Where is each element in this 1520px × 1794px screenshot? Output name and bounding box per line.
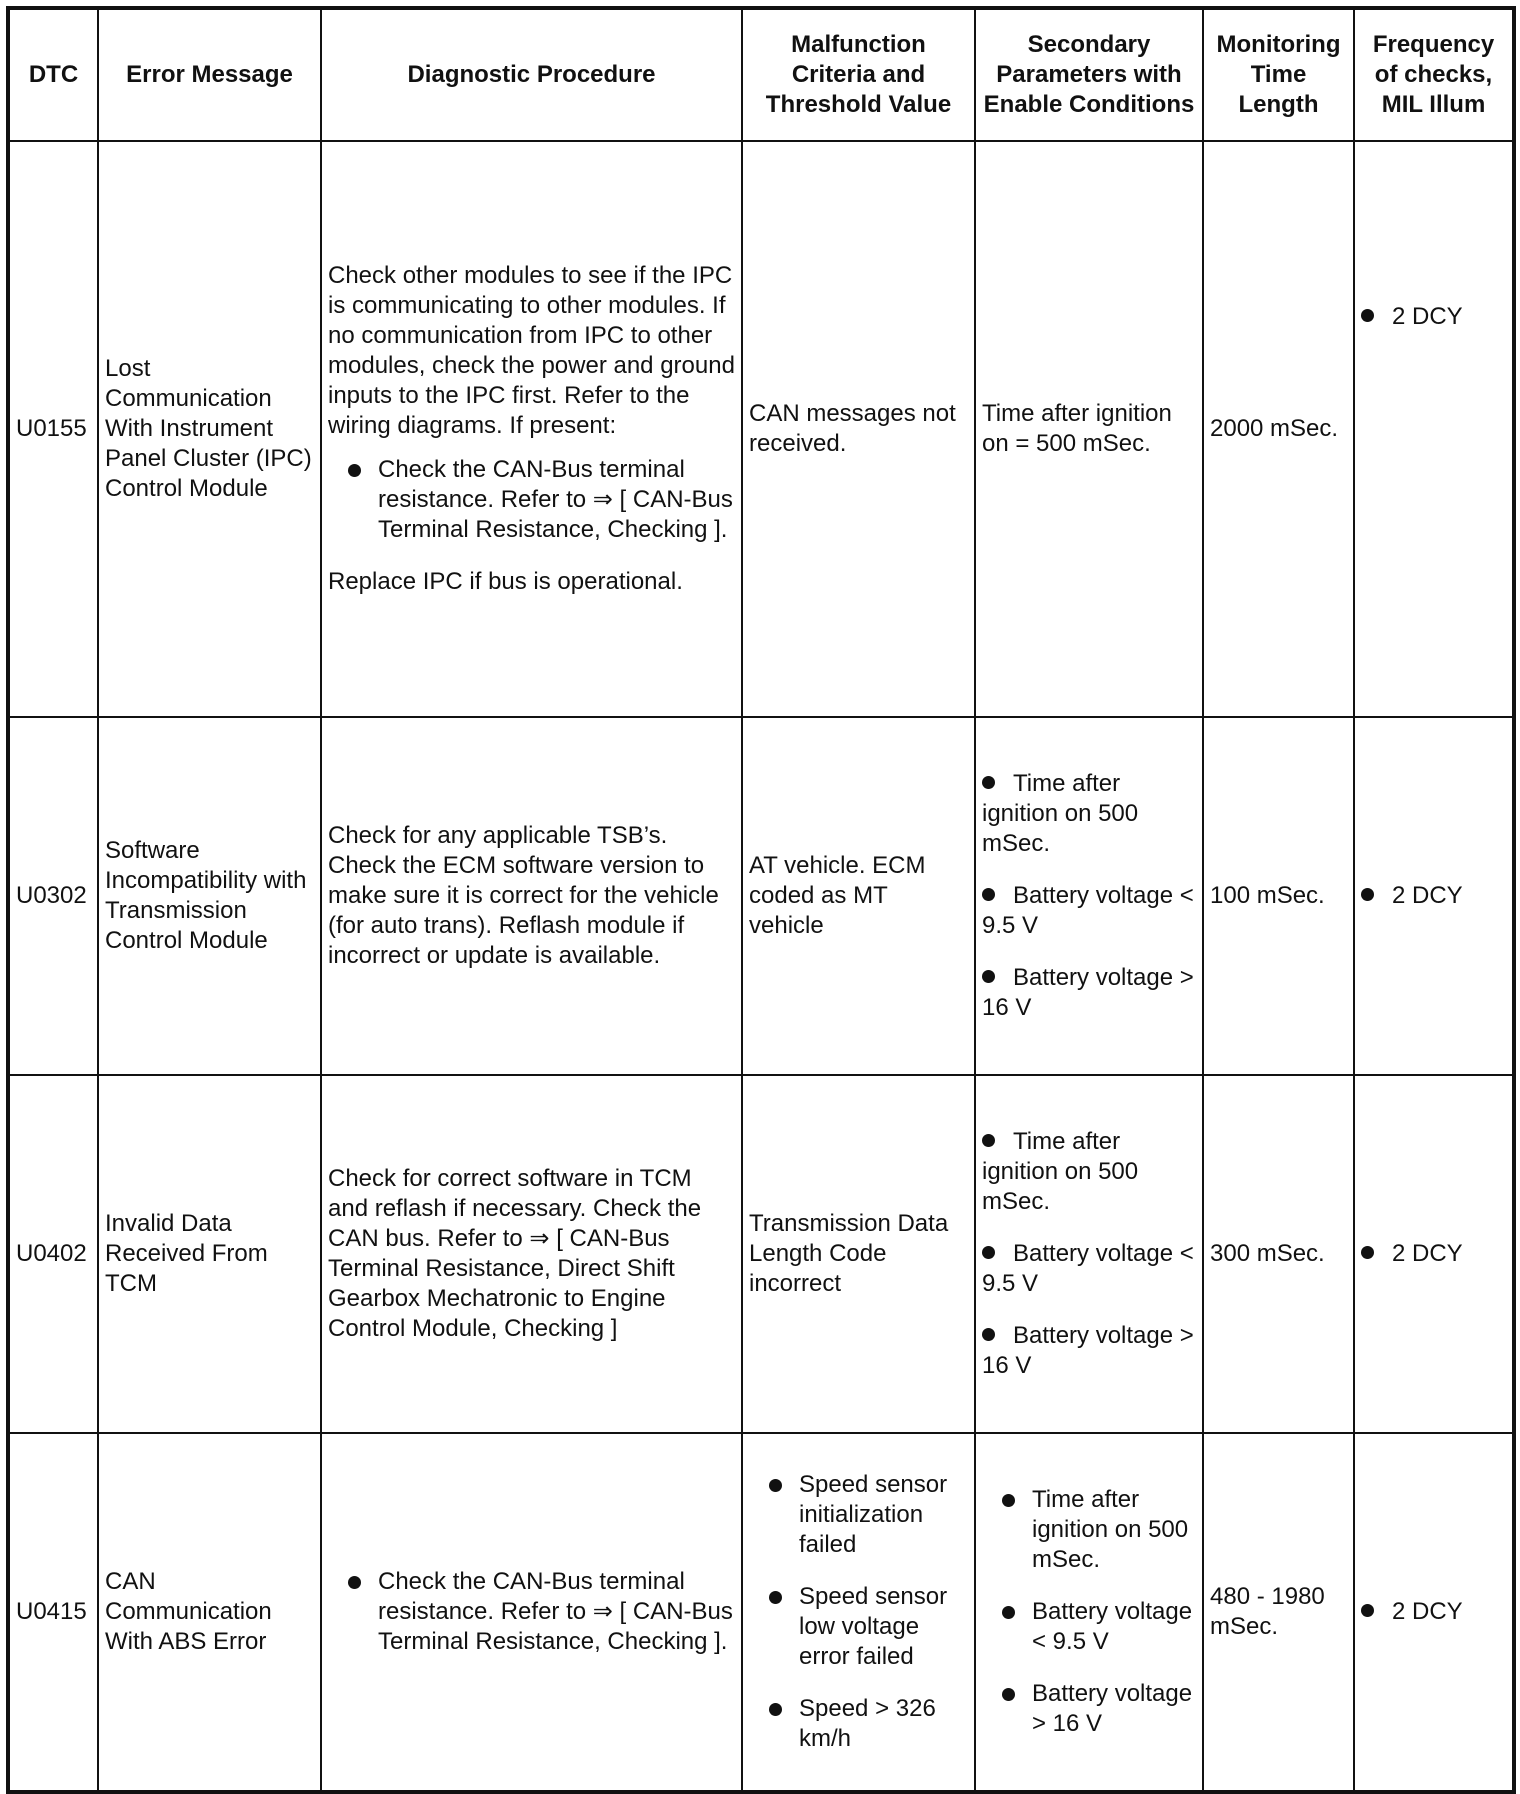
error-message: CAN Communication With ABS Error xyxy=(98,1433,321,1792)
list-item-text: Battery voltage > 16 V xyxy=(1032,1680,1193,1737)
malfunction-criteria xyxy=(742,1433,975,1792)
header-secondary-parameters: Secondary Parameters with Enable Conditions xyxy=(975,8,1203,141)
header-error-message: Error Message xyxy=(98,8,321,141)
diagnostic-procedure: Check for any applicable TSB’s. Check the ECM software version to make sure it is correct for the vehicle (for auto trans). Reflash module if incorrect or update is available. xyxy=(321,717,742,1075)
malfunction-list xyxy=(749,1470,968,1754)
error-message: Lost Communication With Instrument Panel Cluster (IPC) Control Module xyxy=(98,141,321,717)
bullet-icon xyxy=(1361,1246,1374,1259)
list-item xyxy=(982,1679,1196,1739)
table-row xyxy=(8,1075,1514,1433)
bullet-icon xyxy=(1361,309,1374,322)
procedure-text: Replace IPC if bus is operational. xyxy=(328,568,683,595)
list-item xyxy=(982,1321,1196,1381)
list-item xyxy=(982,881,1196,941)
dtc-code: U0402 xyxy=(8,1075,98,1433)
list-item xyxy=(982,1485,1196,1575)
procedure-list xyxy=(328,455,735,545)
secondary-parameters xyxy=(975,717,1203,1075)
dtc-code: U0415 xyxy=(8,1433,98,1792)
bullet-icon xyxy=(1002,1606,1015,1619)
header-malfunction-criteria: Malfunction Criteria and Threshold Value xyxy=(742,8,975,141)
bullet-icon xyxy=(348,1576,361,1589)
list-item xyxy=(749,1582,968,1672)
list-item-text: Check the CAN-Bus terminal resistance. Refer to ⇒ [ CAN-Bus Terminal Resistance, Checking ]. xyxy=(378,1568,733,1655)
list-item xyxy=(328,1567,735,1657)
list-item-text: Battery voltage < 9.5 V xyxy=(982,1240,1194,1297)
bullet-icon xyxy=(769,1703,782,1716)
bullet-icon xyxy=(982,1246,995,1259)
bullet-icon xyxy=(1002,1494,1015,1507)
error-message: Invalid Data Received From TCM xyxy=(98,1075,321,1433)
list-item xyxy=(982,963,1196,1023)
list-item-text: Battery voltage < 9.5 V xyxy=(1032,1598,1193,1655)
bullet-icon xyxy=(982,776,995,789)
diagnostic-procedure: Check for correct software in TCM and reflash if necessary. Check the CAN bus. Refer to ⇒ [ CAN-Bus Terminal Resistance, Direct Shift Gearbox Mechatronic to Engine Control Module, Checking ] xyxy=(321,1075,742,1433)
list-item xyxy=(749,1694,968,1754)
dtc-code: U0302 xyxy=(8,717,98,1075)
secondary-parameters: Time after ignition on = 500 mSec. xyxy=(975,141,1203,717)
bullet-icon xyxy=(982,1328,995,1341)
list-item-text: Time after ignition on 500 mSec. xyxy=(982,1128,1139,1215)
error-message: Software Incompatibility with Transmission Control Module xyxy=(98,717,321,1075)
bullet-icon xyxy=(982,888,995,901)
frequency xyxy=(1354,1433,1514,1792)
secondary-parameters xyxy=(975,1433,1203,1792)
diagnostic-procedure xyxy=(321,1433,742,1792)
header-row xyxy=(8,8,1514,141)
diagnostic-procedure xyxy=(321,141,742,717)
malfunction-criteria: Transmission Data Length Code incorrect xyxy=(742,1075,975,1433)
table-row xyxy=(8,141,1514,717)
procedure-list xyxy=(328,1567,735,1657)
table-row xyxy=(8,1433,1514,1792)
bullet-icon xyxy=(1361,1604,1374,1617)
bullet-icon xyxy=(1361,888,1374,901)
list-item-text: Speed sensor initialization failed xyxy=(799,1471,948,1558)
header-frequency: Frequency of checks, MIL Illum xyxy=(1354,8,1514,141)
list-item-text: Speed > 326 km/h xyxy=(799,1695,936,1752)
bullet-icon xyxy=(769,1591,782,1604)
monitoring-time: 300 mSec. xyxy=(1203,1075,1354,1433)
list-item-text: Battery voltage > 16 V xyxy=(982,1322,1194,1379)
secondary-parameters xyxy=(975,1075,1203,1433)
procedure-text: Check other modules to see if the IPC is communicating to other modules. If no communication from IPC to other modules, check the power and ground inputs to the IPC first. Refer to the wiring diagrams. If present: xyxy=(328,262,735,439)
monitoring-time: 480 - 1980 mSec. xyxy=(1203,1433,1354,1792)
list-item-text: Time after ignition on 500 mSec. xyxy=(982,770,1139,857)
dtc-code: U0155 xyxy=(8,141,98,717)
bullet-icon xyxy=(1002,1688,1015,1701)
list-item xyxy=(982,1597,1196,1657)
frequency xyxy=(1354,717,1514,1075)
frequency-text: 2 DCY xyxy=(1392,1240,1463,1267)
list-item xyxy=(749,1470,968,1560)
table-row xyxy=(8,717,1514,1075)
malfunction-criteria: CAN messages not received. xyxy=(742,141,975,717)
list-item-text: Battery voltage > 16 V xyxy=(982,964,1194,1021)
header-dtc: DTC xyxy=(8,8,98,141)
bullet-icon xyxy=(982,970,995,983)
malfunction-criteria: AT vehicle. ECM coded as MT vehicle xyxy=(742,717,975,1075)
list-item-text: Speed sensor low voltage error failed xyxy=(799,1583,948,1670)
dtc-table-container xyxy=(6,6,1516,1794)
frequency-text: 2 DCY xyxy=(1392,303,1463,330)
frequency xyxy=(1354,1075,1514,1433)
list-item-text: Check the CAN-Bus terminal resistance. Refer to ⇒ [ CAN-Bus Terminal Resistance, Checking ]. xyxy=(378,456,733,543)
header-diagnostic-procedure: Diagnostic Procedure xyxy=(321,8,742,141)
header-monitoring-time: Monitoring Time Length xyxy=(1203,8,1354,141)
list-item xyxy=(982,1127,1196,1217)
bullet-icon xyxy=(982,1134,995,1147)
frequency-text: 2 DCY xyxy=(1392,1598,1463,1625)
monitoring-time: 100 mSec. xyxy=(1203,717,1354,1075)
bullet-icon xyxy=(769,1479,782,1492)
list-item-text: Time after ignition on 500 mSec. xyxy=(1032,1486,1189,1573)
monitoring-time: 2000 mSec. xyxy=(1203,141,1354,717)
secondary-list xyxy=(982,1485,1196,1739)
frequency-text: 2 DCY xyxy=(1392,882,1463,909)
list-item xyxy=(982,1239,1196,1299)
list-item xyxy=(328,455,735,545)
dtc-table xyxy=(6,6,1516,1794)
list-item xyxy=(982,769,1196,859)
bullet-icon xyxy=(348,464,361,477)
frequency xyxy=(1354,141,1514,717)
list-item-text: Battery voltage < 9.5 V xyxy=(982,882,1194,939)
